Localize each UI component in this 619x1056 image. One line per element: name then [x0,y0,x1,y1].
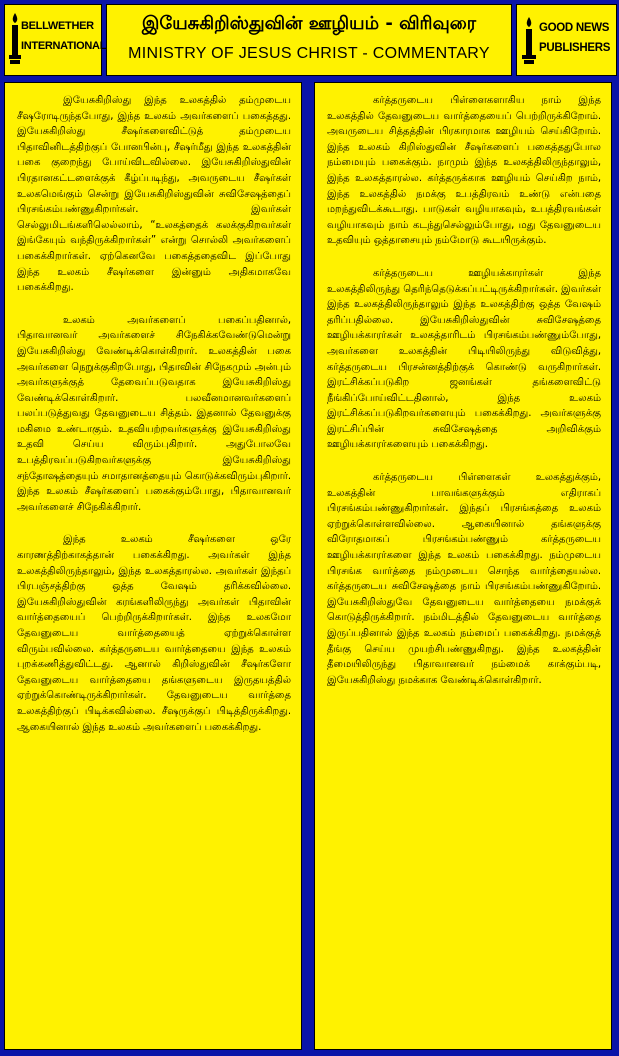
paragraph: உலகம் அவர்களைப் பகைப்பதினால், பிதாவானவர் அவர்களைச் சிநேகிக்கவேண்டுமென்று இயேசுகிறிஸ்து வேண்டிக்கொள்கிறார். உலகத்தின் பகை அவர்களை நெறுக்குகிறபோது, பிதாவின் சிநேகமும் அன்பும் அவர்களுக்குத் தேவைப்படுவதாக இயேசுகிறிஸ்து வேண்டிக்கொள்கிறார். பலவீனமானவர்களைப் பலப்படுத்துவது தேவனுடைய சித்தம். இதனால் தேவனுக்கு மகிமை உண்டாகும். உதவியற்றவர்களுக்கு இயேசுகிறிஸ்து உதவி செய்ய விரும்புகிறார். அதுபோலவே உபத்திரவப்படுகிறவர்களுக்கு இயேசுகிறிஸ்து சந்தோஷத்தையும் சமாதானத்தையும் கொடுக்கவிரும்புகிறார். இந்த உலகம் சீஷர்களைப் பகைக்கும்போது, பிதாவானவர் அவர்களைச் சிநேகிக்கிறார். [17,314,291,513]
left-column-text [17,93,291,1043]
paragraph: இயேசுகிறிஸ்து இந்த உலகத்தில் தம்முடைய சீஷரோடிருந்தபோது, இந்த உலகம் அவர்களைப் பகைத்தது. இயேசுகிறிஸ்து சீஷர்களைவிட்டுத் தம்முடைய பிதாவினிடத்திற்குப் போனபின்பு, சீஷர்மீது இந்த உலகத்தின் பகை குறைந்து போய்விடவில்லை. இயேசுகிறிஸ்துவின் பிரதானகட்டளைக்குக் கீழ்ப்படிந்து, அவருடைய சீஷர்கள் உலகமெங்கும் சென்று இயேசுகிறிஸ்துவின் சுவிசேஷத்தைப் பிரசங்கம்பண்ணுகிறார்கள். இவர்கள் செல்லுமிடங்களிலெல்லாம், “உலகத்தைக் கலக்குகிறவர்கள் இங்கேயும் வந்திருக்கிறார்கள்” என்று சொல்லி அவர்களைப் பகைக்கிறார்கள். ஏற்கெனவே பகைத்ததைவிட இப்போது இந்த உலகம் சீஷர்களை இன்னும் அதிகமாகவே பகைக்கிறது. [17,95,291,294]
left-column [4,82,302,1050]
right-column-text [327,93,601,1043]
paragraph: கர்த்தருடைய ஊழியக்காரர்கள் இந்த உலகத்திலிருந்து தெரிந்தெடுக்கப்பட்டிருக்கிறார்கள். இவர்கள் இந்த உலகத்திலிருந்தாலும் இந்த உலகத்திற்கு ஒத்த வேஷம் தரிப்பதில்லை. இயேசுகிறிஸ்துவின் சுவிசேஷத்தை ஊழியக்காரர்கள் உலகத்தாரிடம் பிரசங்கம்பண்ணும்போது, அவர்களை உலகத்தின் பிடியிலிருந்து விடுவித்து, கர்த்தருடைய பிரசன்னத்திற்குக் கொண்டு வருகிறார்கள். இரட்சிக்கப்படுகிற ஜனங்கள் தங்களைவிட்டு நீங்கிப்போய்விட்டதினால், இந்த உலகம் இரட்சிக்கப்படுகிறவர்களையும் பகைக்கிறது. அவர்களுக்கு இரட்சிப்பின் சுவிசேஷத்தை அறிவிக்கும் ஊழியக்காரர்களையும் பகைக்கிறது. [327,267,601,451]
paragraph: கர்த்தருடைய பிள்ளைகளாகிய நாம் இந்த உலகத்தில் தேவனுடைய வார்த்தையைப் பெற்றிருக்கிறோம். அவருடைய சித்தத்தின் பிரகாரமாக ஊழியம் செய்கிறோம். இந்த உலகம் கிறிஸ்துவின் சீஷர்களைப் பகைத்ததுபோல நம்மையும் பகைக்கும். நாமும் இந்த உலகத்திலிருந்தாலும், இந்த உலகத்தாரல்ல. கர்த்தருக்காக ஊழியம் செய்கிற நாம், இந்த உலகத்தில் நமக்கு உபத்திரவம் உண்டு என்பதை மறந்துவிடக்கூடாது. பாடுகள் வழியாகவும், உபத்திரவங்கள் வழியாகவும் நாம் கடந்துசெல்லும்போது, மது தேவனுடைய உதவியும் ஒத்தாசையும் நம்மோடு கூடயிருக்கும். [327,95,601,247]
bellwether-logo [4,4,107,76]
right-logo-text [539,21,610,55]
paragraph: இந்த உலகம் சீஷர்களை ஒரே காரணத்திற்காகத்தான் பகைக்கிறது. அவர்கள் இந்த உலகத்திலிருந்தாலும், இந்த உலகத்தாரல்ல. அவர்கள் இந்தப் பிரபஞ்சத்திற்கு ஒத்த வேஷம் தரிக்கவில்லை. இயேசுகிறிஸ்துவின் கரங்களிலிருந்து அவர்கள் பிதாவின் வார்த்தையைப் பெற்றிருக்கிறார்கள். இந்த உலகமோ தேவனுடைய வார்த்தையைத் ஏற்றுக்கொள்ள விரும்பவில்லை. கர்த்தருடைய வார்த்தையை இந்த உலகம் புறக்கணித்துவிட்டது. ஆனால் கிறிஸ்துவின் சீஷர்களோ தேவனுடைய வார்த்தையை தங்களுடைய இருதயத்தில் ஏற்றுக்கொண்டிருக்கிறார்கள். தேவனுடைய வார்த்தை உலகத்திற்குப் பிடிக்கவில்லை. சீஷருக்குப் பிடித்திருக்கிறது. ஆகையினால் இந்த உலகம் அவர்களைப் பகைக்கிறது. [17,534,291,733]
candle-logo-icon [522,17,536,65]
right-logo-line-2: PUBLISHERS [539,42,611,54]
header [0,0,619,78]
left-logo-line-1: BELLWETHER [21,20,94,32]
title-english: MINISTRY OF JESUS CHRIST - COMMENTARY [128,45,490,62]
paragraph: கர்த்தருடைய பிள்ளைகள் உலகத்துக்கும், உலகத்தின் பாவங்களுக்கும் எதிராகப் பிரசங்கம்பண்ணுகிறார்கள். இந்தப் பிரசங்கத்தை உலகம் ஏற்றுக்கொள்ளவில்லை. ஆகையினால் தங்களுக்கு விரோதமாகப் பிரசங்கம்பண்ணும் கர்த்தருடைய ஊழியக்காரர்களை இந்த உலகம் பகைக்கிறது. நம்முடைய பிரசங்க வார்த்தை நம்முடைய சொந்த வார்த்தையல்ல. கர்த்தருடைய சுவிசேஷத்தை நாம் பிரசங்கம்பண்ணுகிறோம். இயேசுகிறிஸ்துவே தேவனுடைய வார்த்தையை நமக்குக் கொடுத்திருக்கிறார். நம்மிடத்தில் தேவனுடைய வார்த்தை இருப்பதினால் இந்த உலகம் நம்மைப் பகைக்கிறது. நமக்குத் தீங்கு செய்ய முயற்சிபண்ணுகிறது. இந்த உலகத்தின் தீமையிலிருந்து பிதாவானவர் நம்மைக் காக்கும்படி, இயேசுகிறிஸ்து நமக்காக வேண்டிக்கொள்கிறார். [327,472,601,686]
candle-logo-icon [9,13,21,65]
left-logo-text [21,19,106,53]
right-logo-line-1: GOOD NEWS [539,22,610,34]
left-logo-line-2: INTERNATIONAL [21,40,107,52]
good-news-logo [516,4,617,76]
title-tamil: இயேசுகிறிஸ்துவின் ஊழியம் - விரிவுரை [141,13,477,34]
right-column [314,82,612,1050]
title-banner [106,4,512,76]
